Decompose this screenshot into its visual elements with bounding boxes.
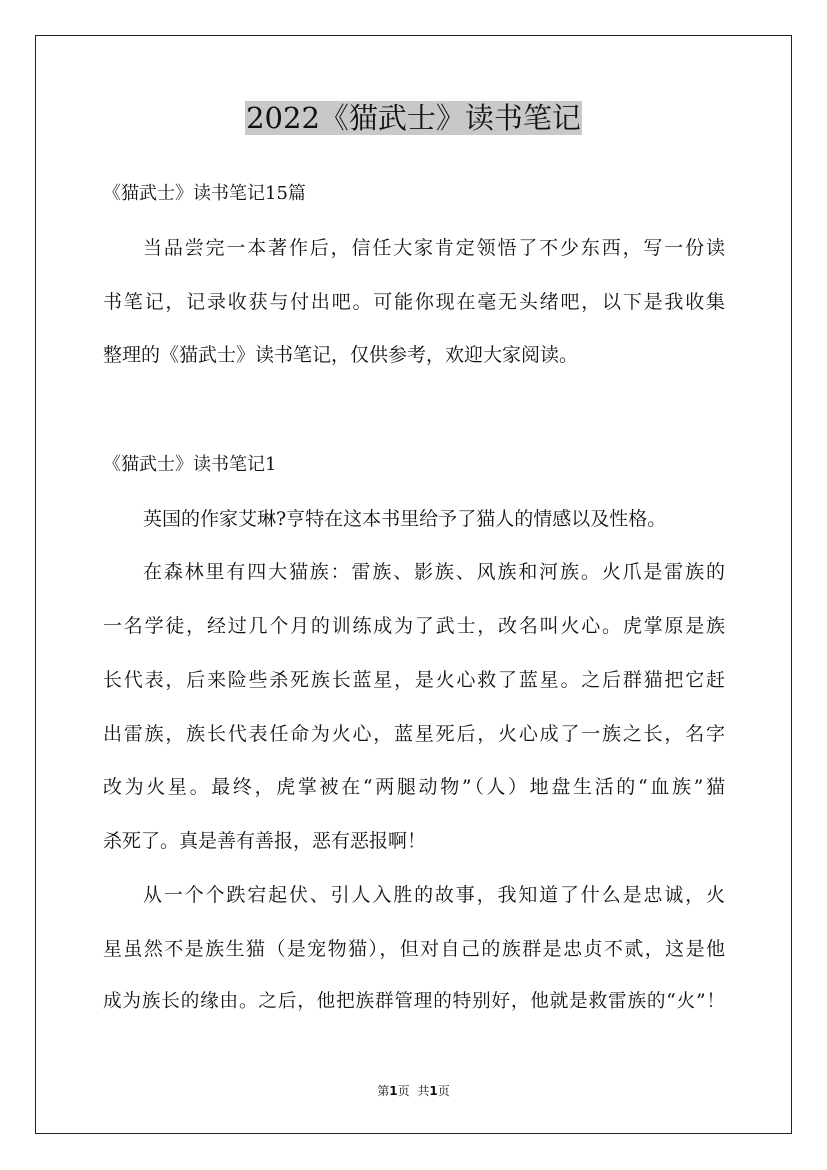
footer-page-suffix: 页 bbox=[397, 1084, 410, 1098]
body-line-4: 长代表，后来险些杀死族长蓝星，是火心救了蓝星。之后群猫把它赶 bbox=[103, 669, 725, 691]
footer-total-number: 1 bbox=[429, 1084, 438, 1098]
body-line-1: 英国的作家艾琳?亨特在这本书里给予了猫人的情感以及性格。 bbox=[143, 508, 667, 530]
body-line-5: 出雷族，族长代表任命为火心，蓝星死后，火心成了一族之长，名字 bbox=[103, 723, 725, 745]
footer-total-prefix: 共 bbox=[417, 1084, 430, 1098]
intro-line-1: 当品尝完一本著作后，信任大家肯定领悟了不少东西，写一份读 bbox=[143, 237, 725, 259]
intro-line-2: 书笔记，记录收获与付出吧。可能你现在毫无头绪吧，以下是我收集 bbox=[103, 291, 725, 313]
document-title-text: 2022《猫武士》读书笔记 bbox=[246, 101, 581, 135]
intro-line-3: 整理的《猫武士》读书笔记，仅供参考，欢迎大家阅读。 bbox=[103, 344, 579, 366]
body-line-3: 一名学徒，经过几个月的训练成为了武士，改名叫火心。虎掌原是族 bbox=[103, 615, 725, 637]
document-title bbox=[0, 96, 827, 140]
subtitle: 《猫武士》读书笔记15篇 bbox=[103, 183, 306, 204]
body-line-7: 杀死了。真是善有善报，恶有恶报啊！ bbox=[103, 830, 427, 852]
body-line-6: 改为火星。最终，虎掌被在“两腿动物”（人）地盘生活的“血族”猫 bbox=[103, 776, 725, 798]
body-line-10: 成为族长的缘由。之后，他把族群管理的特别好，他就是救雷族的“火”！ bbox=[103, 991, 725, 1012]
footer-page-prefix: 第 bbox=[377, 1084, 390, 1098]
body-line-8: 从一个个跌宕起伏、引人入胜的故事，我知道了什么是忠诚，火 bbox=[143, 884, 725, 906]
section-title: 《猫武士》读书笔记1 bbox=[103, 454, 277, 475]
body-line-2: 在森林里有四大猫族：雷族、影族、风族和河族。火爪是雷族的 bbox=[143, 561, 725, 583]
page-footer bbox=[0, 1082, 827, 1100]
footer-total-suffix: 页 bbox=[437, 1084, 450, 1098]
footer-page-number: 1 bbox=[389, 1084, 398, 1098]
body-line-9: 星虽然不是族生猫（是宠物猫），但对自己的族群是忠贞不贰，这是他 bbox=[103, 938, 725, 960]
